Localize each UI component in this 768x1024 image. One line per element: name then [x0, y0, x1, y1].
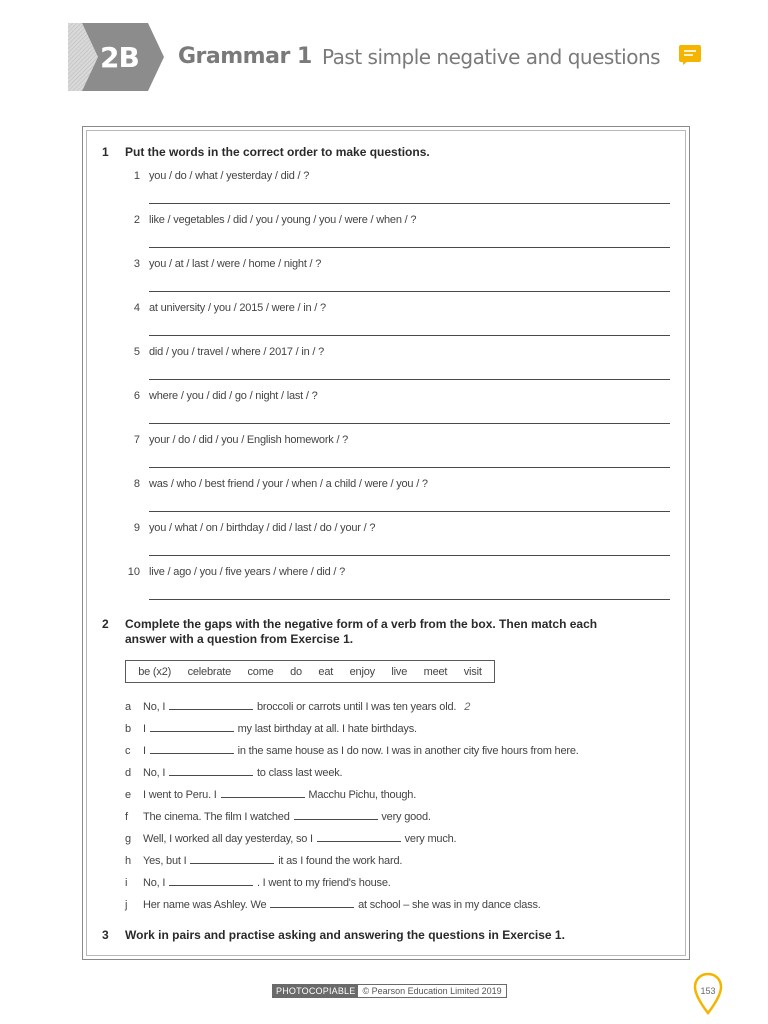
gap-sentence: [143, 810, 431, 824]
page-title: Grammar 1: [178, 44, 312, 69]
answer-line[interactable]: [149, 599, 670, 600]
gap-blank[interactable]: [169, 876, 253, 886]
gap-text-after: in the same house as I do now. I was in another city five hours from here.: [237, 745, 579, 757]
question-words: at university / you / 2015 / were / in / ?: [149, 302, 326, 314]
photocopiable-tag: PHOTOCOPIABLE: [273, 985, 358, 997]
question-number: 4: [133, 302, 140, 314]
gap-text-after: to class last week.: [256, 767, 343, 779]
answer-line[interactable]: [149, 379, 670, 380]
question-number: 7: [133, 434, 140, 446]
gap-blank[interactable]: [150, 744, 234, 754]
gap-blank[interactable]: [270, 898, 354, 908]
word-box-item: come: [247, 665, 274, 678]
answer-line[interactable]: [149, 511, 670, 512]
exercise-2-number: 2: [102, 617, 109, 631]
gap-blank[interactable]: [294, 810, 378, 820]
gap-item-letter: a: [125, 701, 132, 713]
gap-item-letter: d: [125, 767, 132, 779]
gap-item-letter: j: [125, 899, 128, 911]
gap-item-letter: i: [125, 877, 128, 889]
word-box-item: enjoy: [349, 665, 375, 678]
gap-sentence: [143, 788, 416, 802]
gap-text-after: my last birthday at all. I hate birthdays.: [237, 723, 417, 735]
question-words: was / who / best friend / your / when / a child / were / you / ?: [149, 478, 428, 490]
question-words: live / ago / you / five years / where / did / ?: [149, 566, 346, 578]
question-words: did / you / travel / where / 2017 / in / ?: [149, 346, 325, 358]
word-box-item: eat: [318, 665, 334, 678]
gap-blank[interactable]: [169, 700, 253, 710]
gap-text-before: I went to Peru. I: [143, 789, 217, 801]
gap-item-letter: b: [125, 723, 132, 735]
gap-text-after: at school – she was in my dance class.: [358, 899, 541, 911]
answer-line[interactable]: [149, 555, 670, 556]
question-words: your / do / did / you / English homework / ?: [149, 434, 349, 446]
page-number: 153: [700, 986, 716, 996]
gap-text-before: Well, I worked all day yesterday, so I: [143, 833, 313, 845]
gap-item-letter: e: [125, 789, 132, 801]
gap-text-before: No, I: [143, 767, 166, 779]
exercise-2-instruction-line-1: Complete the gaps with the negative form of a verb from the box. Then match each: [125, 617, 598, 631]
gap-item-letter: g: [125, 833, 132, 845]
word-box-item: be (x2): [138, 665, 172, 678]
question-words: like / vegetables / did / you / young / you / were / when / ?: [149, 214, 417, 226]
unit-code: 2B: [100, 41, 139, 74]
gap-text-after: broccoli or carrots until I was ten years old.: [256, 701, 457, 713]
question-number: 8: [133, 478, 140, 490]
exercise-2-instruction-line-2: answer with a question from Exercise 1.: [125, 632, 354, 646]
gap-sentence: [143, 766, 342, 780]
question-number: 9: [133, 522, 140, 534]
exercise-1-number: 1: [102, 145, 109, 159]
exercise-3-instruction: Work in pairs and practise asking and answering the questions in Exercise 1.: [125, 928, 565, 942]
answer-line[interactable]: [149, 467, 670, 468]
question-number: 1: [133, 170, 140, 182]
gap-text-after: very much.: [404, 833, 457, 845]
word-box-item: celebrate: [187, 665, 232, 678]
answer-line[interactable]: [149, 247, 670, 248]
gap-text-after: very good.: [381, 811, 431, 823]
gap-sentence: [143, 744, 579, 758]
exercise-1-instruction: Put the words in the correct order to make questions.: [125, 145, 430, 159]
answer-line[interactable]: [149, 335, 670, 336]
gap-text-before: No, I: [143, 701, 166, 713]
gap-sentence: [143, 876, 391, 890]
gap-text-before: The cinema. The film I watched: [143, 811, 290, 823]
question-number: 5: [133, 346, 140, 358]
question-words: you / what / on / birthday / did / last / do / your / ?: [149, 522, 376, 534]
gap-text-before: Yes, but I: [143, 855, 187, 867]
question-number: 6: [133, 390, 140, 402]
gap-text-before: I: [143, 723, 146, 735]
question-words: you / at / last / were / home / night / ?: [149, 258, 322, 270]
gap-sentence: [143, 854, 402, 868]
question-number: 2: [133, 214, 140, 226]
gap-text-after: . I went to my friend's house.: [256, 877, 391, 889]
gap-item-letter: h: [125, 855, 132, 867]
gap-text-after: Macchu Pichu, though.: [308, 789, 417, 801]
gap-text-before: No, I: [143, 877, 166, 889]
gap-blank[interactable]: [169, 766, 253, 776]
answer-line[interactable]: [149, 291, 670, 292]
word-box-item: meet: [423, 665, 448, 678]
gap-blank[interactable]: [221, 788, 305, 798]
gap-sentence: [143, 832, 456, 846]
gap-sentence: [143, 898, 541, 912]
answer-line[interactable]: [149, 423, 670, 424]
question-number: 3: [133, 258, 140, 270]
exercise-3-number: 3: [102, 928, 109, 942]
word-box-item: live: [391, 665, 408, 678]
match-answer: 2: [464, 701, 471, 713]
question-number: 10: [127, 566, 140, 578]
copyright-text: © Pearson Education Limited 2019: [362, 986, 502, 996]
gap-text-after: it as I found the work hard.: [278, 855, 403, 867]
gap-sentence: [143, 722, 417, 736]
answer-line[interactable]: [149, 203, 670, 204]
gap-item-letter: f: [125, 811, 129, 823]
word-box-item: visit: [463, 665, 482, 678]
question-words: you / do / what / yesterday / did / ?: [149, 170, 310, 182]
copyright-footer: [272, 984, 507, 998]
gap-text-before: Her name was Ashley. We: [143, 899, 267, 911]
gap-sentence: [143, 700, 470, 714]
gap-blank[interactable]: [190, 854, 274, 864]
gap-item-letter: c: [125, 745, 131, 757]
teacher-notes-icon[interactable]: [678, 44, 702, 66]
gap-blank[interactable]: [150, 722, 234, 732]
gap-blank[interactable]: [317, 832, 401, 842]
verb-word-box: [125, 660, 495, 683]
page-subtitle: Past simple negative and questions: [322, 45, 661, 69]
question-words: where / you / did / go / night / last / ?: [149, 390, 318, 402]
gap-text-before: I: [143, 745, 146, 757]
word-box-item: do: [290, 665, 302, 678]
